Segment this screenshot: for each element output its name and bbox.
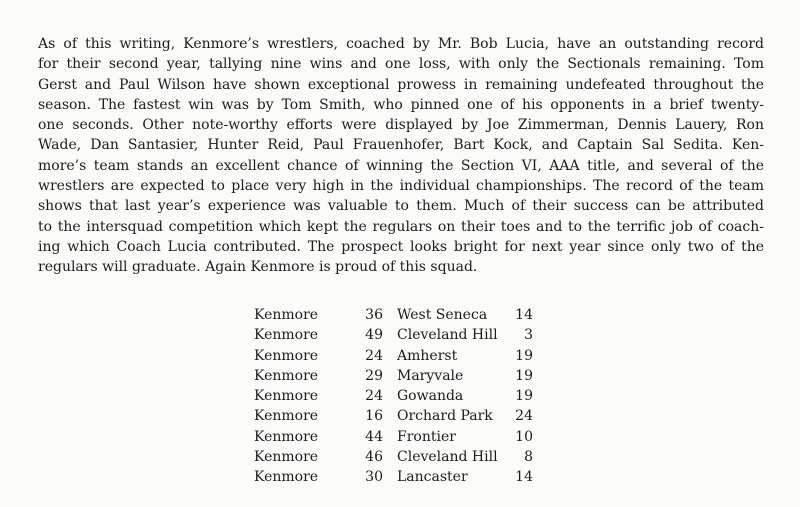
opponent-score: 19 (515, 347, 533, 364)
team-score: 49 (365, 327, 383, 344)
table-row (254, 305, 533, 325)
opponent-name: Frontier (397, 428, 456, 445)
team-name: Kenmore (254, 449, 319, 466)
opponent-name: Orchard Park (397, 408, 493, 425)
paragraph-line: one seconds. Other note-worthy efforts were displayed by Joe Zimmerman, Dennis Lauery, Ron (38, 117, 764, 134)
wrestling-summary-paragraph (38, 34, 764, 278)
paragraph-line: Gerst and Paul Wilson have shown exceptional prowess in remaining undefeated throughout the (38, 76, 764, 93)
table-row (254, 467, 533, 487)
team-score: 16 (365, 408, 383, 425)
season-results-table (254, 305, 533, 488)
team-score: 30 (365, 469, 383, 486)
opponent-name: Cleveland Hill (397, 327, 498, 344)
paragraph-line: to the intersquad competition which kept the regulars on their toes and to the terrific job of coach- (38, 218, 764, 235)
team-score: 24 (365, 388, 383, 405)
paragraph-line: season. The fastest win was by Tom Smith, who pinned one of his opponents in a brief twenty- (38, 96, 764, 113)
opponent-name: Lancaster (397, 469, 468, 486)
opponent-name: Amherst (397, 347, 458, 364)
table-row (254, 325, 533, 345)
table-row (254, 427, 533, 447)
opponent-name: Gowanda (397, 388, 464, 405)
paragraph-line: shows that last year’s experience was valuable to them. Much of their success can be attributed (38, 198, 764, 215)
opponent-score: 19 (515, 367, 533, 384)
team-name: Kenmore (254, 307, 319, 323)
team-score: 36 (365, 307, 383, 323)
paragraph-line: wrestlers are expected to place very high in the individual championships. The record of the team (38, 178, 764, 195)
table-row (254, 406, 533, 426)
team-score: 44 (365, 428, 383, 445)
paragraph-line: regulars will graduate. Again Kenmore is proud of this squad. (38, 259, 478, 276)
team-name: Kenmore (254, 408, 319, 425)
table-row (254, 346, 533, 366)
team-name: Kenmore (254, 347, 319, 364)
paragraph-line: As of this writing, Kenmore’s wrestlers, coached by Mr. Bob Lucia, have an outstanding record (38, 36, 764, 52)
team-name: Kenmore (254, 327, 319, 344)
opponent-score: 14 (515, 307, 533, 323)
opponent-score: 3 (524, 327, 533, 344)
paragraph-line: more’s team stands an excellent chance of winning the Section VI, AAA title, and several of the (38, 157, 764, 174)
opponent-name: Maryvale (397, 367, 464, 384)
team-score: 29 (365, 367, 383, 384)
opponent-name: West Seneca (397, 307, 488, 323)
opponent-score: 19 (515, 388, 533, 405)
team-name: Kenmore (254, 388, 319, 405)
team-name: Kenmore (254, 469, 319, 486)
paragraph-line: for their second year, tallying nine wins and one loss, with only the Sectionals remaining. Tom (38, 56, 764, 73)
team-name: Kenmore (254, 367, 319, 384)
opponent-score: 8 (524, 449, 533, 466)
opponent-score: 14 (515, 469, 533, 486)
table-row (254, 447, 533, 467)
team-score: 24 (365, 347, 383, 364)
team-score: 46 (365, 449, 383, 466)
table-row (254, 366, 533, 386)
opponent-name: Cleveland Hill (397, 449, 498, 466)
opponent-score: 10 (515, 428, 533, 445)
table-row (254, 386, 533, 406)
paragraph-line: ing which Coach Lucia contributed. The prospect looks bright for next year since only two of the (38, 238, 764, 255)
paragraph-line: Wade, Dan Santasier, Hunter Reid, Paul Frauenhofer, Bart Kock, and Captain Sal Sedita. Ken- (38, 137, 764, 154)
opponent-score: 24 (515, 408, 533, 425)
team-name: Kenmore (254, 428, 319, 445)
